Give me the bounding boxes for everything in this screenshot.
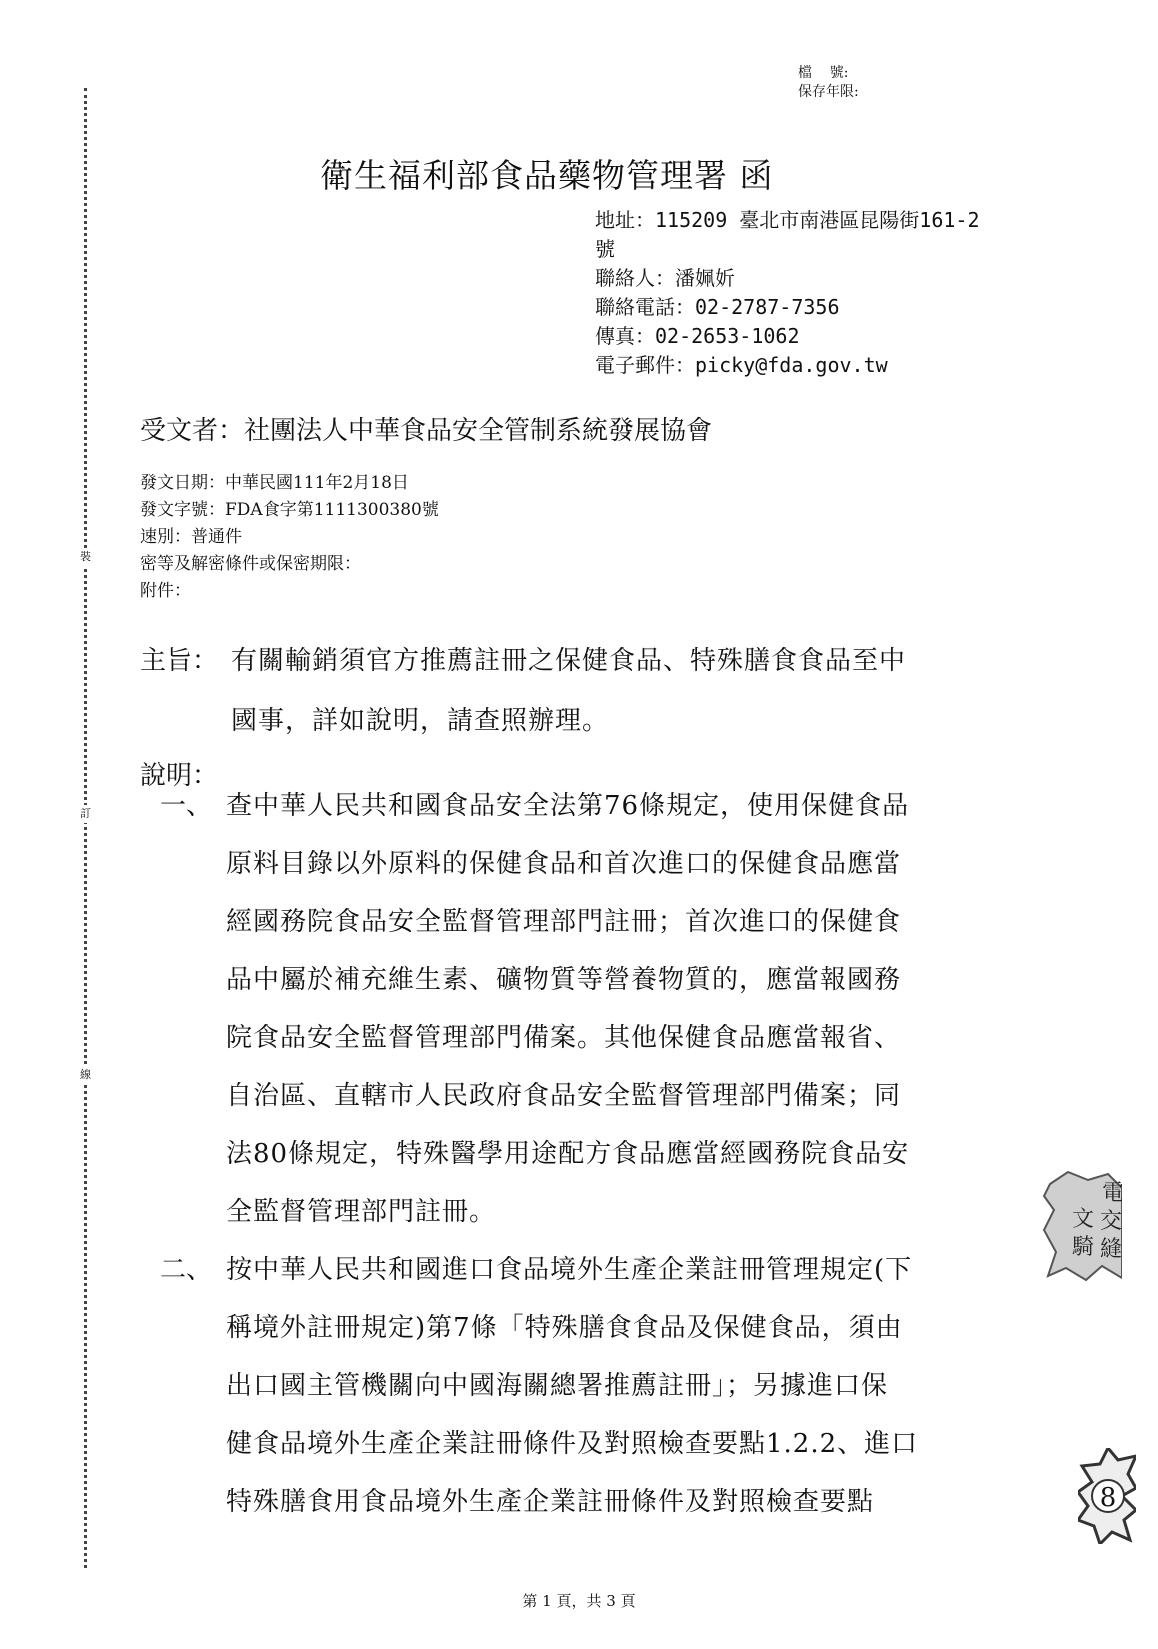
contact-fax: 傳真：02-2653-1062	[595, 324, 800, 348]
paragraph-line: 院食品安全監督管理部門備案。其他保健食品應當報省、	[226, 1023, 902, 1053]
binding-mark-zhuang: 裝	[80, 548, 91, 566]
binding-mark-xian: 線	[80, 1066, 91, 1084]
contact-block	[595, 206, 980, 380]
issue-date: 發文日期：中華民國111年2月18日	[140, 473, 409, 493]
page-number-seal	[1078, 1448, 1136, 1548]
seal-char: 文	[1072, 1207, 1095, 1232]
classification: 密等及解密條件或保密期限：	[140, 554, 361, 574]
contact-person: 聯絡人：潘姵妡	[595, 266, 735, 290]
page-seal-number: 8	[1099, 1483, 1117, 1513]
binding-mark-ding: 訂	[80, 805, 91, 823]
paragraph-line: 健食品境外生產企業註冊條件及對照檢查要點1.2.2、進口	[226, 1429, 919, 1459]
paragraph-line: 特殊膳食用食品境外生產企業註冊條件及對照檢查要點	[226, 1487, 875, 1517]
paragraph-line: 稱境外註冊規定)第7條「特殊膳食食品及保健食品，須由	[226, 1313, 903, 1343]
seal-char: 縫	[1100, 1237, 1122, 1262]
contact-address: 地址：115209 臺北市南港區昆陽街161-2	[595, 208, 980, 232]
seal-char: 交	[1100, 1209, 1122, 1234]
paragraph-line: 查中華人民共和國食品安全法第76條規定，使用保健食品	[226, 791, 910, 821]
contact-phone: 聯絡電話：02-2787-7356	[595, 295, 840, 319]
paragraph-line: 品中屬於補充維生素、礦物質等營養物質的，應當報國務	[226, 965, 902, 995]
contact-address-cont: 號	[595, 237, 615, 261]
paragraph-line: 按中華人民共和國進口食品境外生產企業註冊管理規定(下	[226, 1255, 913, 1285]
binding-dotted-line	[84, 88, 87, 1568]
paragraph-line: 法80條規定，特殊醫學用途配方食品應當經國務院食品安	[226, 1139, 910, 1169]
paragraph-line: 出口國主管機關向中國海關總署推薦註冊」；另據進口保	[226, 1371, 889, 1401]
document-meta	[140, 470, 439, 605]
contact-email: 電子郵件：picky@fda.gov.tw	[595, 353, 888, 377]
document-title: 衛生福利部食品藥物管理署 函	[320, 156, 774, 195]
paragraph-line: 經國務院食品安全監督管理部門註冊；首次進口的保健食	[226, 907, 902, 937]
attachments: 附件：	[140, 581, 191, 601]
subject-label: 主旨：	[140, 646, 219, 676]
seal-char: 電	[1102, 1181, 1122, 1206]
item-number: 一、	[160, 791, 213, 821]
subject-line: 國事，詳如說明，請查照辦理。	[231, 706, 610, 736]
retention-period-label: 保存年限:	[798, 84, 859, 100]
paragraph-line: 全監督管理部門註冊。	[226, 1197, 497, 1227]
seal-char: 騎	[1072, 1235, 1095, 1260]
recipient: 受文者：社團法人中華食品安全管制系統發展協會	[140, 416, 713, 446]
paragraph-line: 原料目錄以外原料的保健食品和首次進口的保健食品應當	[226, 849, 902, 879]
electronic-exchange-seal	[1042, 1170, 1122, 1286]
file-number-label: 檔 號:	[798, 65, 849, 81]
urgency: 速別：普通件	[140, 527, 242, 547]
document-number: 發文字號：FDA食字第1111300380號	[140, 500, 439, 520]
explanation-label: 說明：	[140, 761, 219, 791]
page-footer: 第 1 頁，共 3 頁	[522, 1592, 636, 1610]
item-number: 二、	[160, 1255, 213, 1285]
file-info	[798, 64, 859, 102]
paragraph-line: 自治區、直轄市人民政府食品安全監督管理部門備案；同	[226, 1081, 902, 1111]
subject-line: 有關輸銷須官方推薦註冊之保健食品、特殊膳食食品至中	[231, 646, 907, 676]
